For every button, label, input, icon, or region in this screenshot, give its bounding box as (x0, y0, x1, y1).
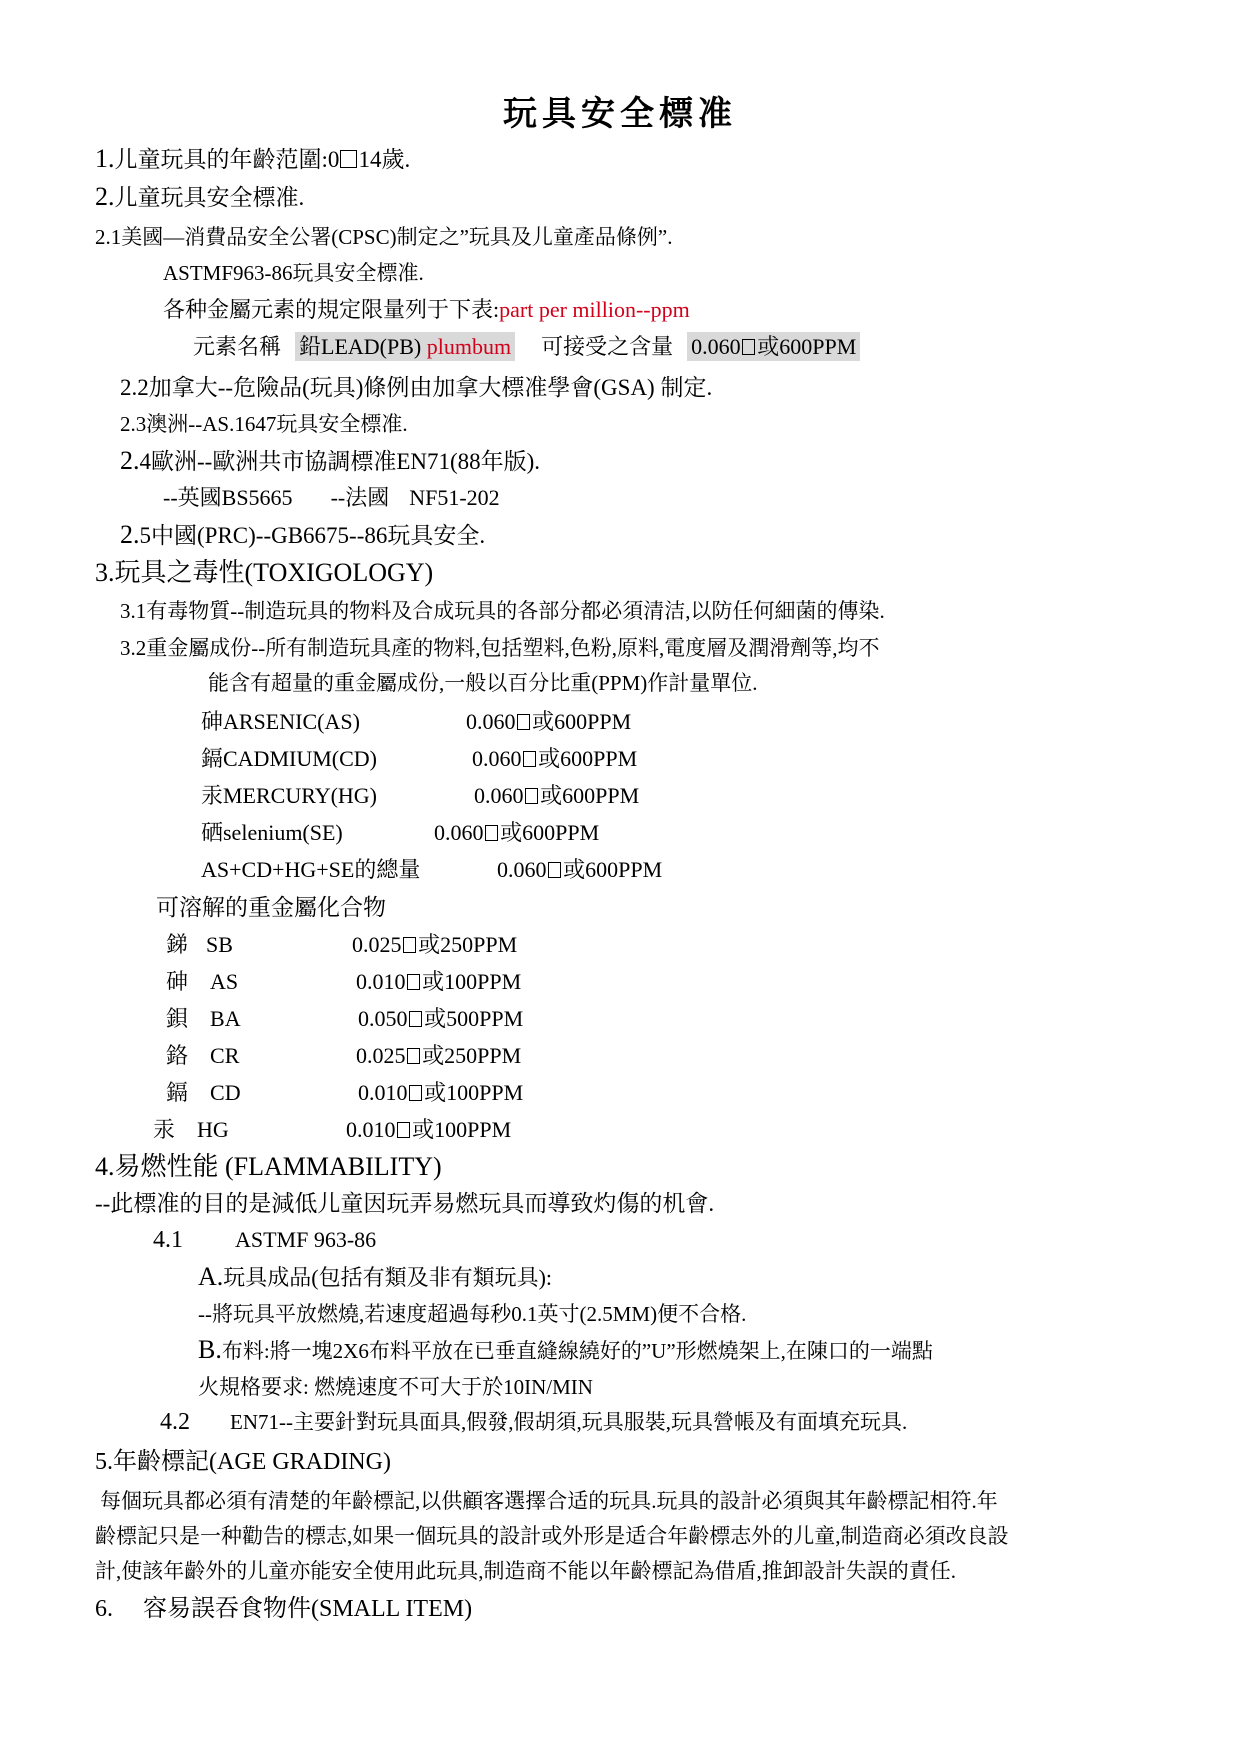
section-3-2: 3.2重金屬成份--所有制造玩具產的物料,包括塑料,色粉,原料,電度層及潤滑劑等,均不 (120, 636, 880, 660)
section-2-4-national (163, 487, 500, 509)
compound-zh: 銻 (166, 932, 189, 957)
metal-value: 0.060 (474, 783, 524, 808)
lead-value (687, 332, 860, 361)
acceptable-label: 可接受之含量 (541, 334, 674, 359)
missing-glyph-box (407, 974, 421, 990)
section-number: 6. (95, 1596, 113, 1622)
missing-glyph-box (485, 825, 499, 841)
item-text: 布料:將一塊2X6布料平放在已垂直縫線繞好的”U”形燃燒架上,在陳口的一端點 (221, 1339, 933, 1363)
section-2-1: 2.1美國—消費品安全公署(CPSC)制定之”玩具及儿童產品條例”. (95, 225, 673, 249)
list-item (166, 1008, 241, 1030)
compound-unit: 或100PPM (422, 969, 522, 994)
list-item-value (434, 822, 599, 844)
compound-value: 0.025 (356, 1043, 406, 1068)
compound-unit: 或250PPM (418, 932, 518, 957)
list-item (153, 1119, 229, 1141)
element-name-label: 元素名稱 (193, 334, 282, 359)
section-number: 3. (95, 558, 115, 587)
section-number: 2. (95, 182, 115, 211)
metal-name: 硒selenium(SE) (201, 820, 343, 845)
section-5-paragraph-line-1: 每個玩具都必須有清楚的年齡標記,以供顧客選擇合适的玩具.玩具的設計必須與其年齡標記相符.年 (100, 1489, 998, 1513)
list-item (201, 859, 420, 881)
metal-value: 0.060 (472, 746, 522, 771)
compound-zh: 鋇 (166, 1006, 189, 1031)
missing-glyph-box (517, 714, 531, 730)
compound-value: 0.010 (356, 969, 406, 994)
compound-unit: 或250PPM (422, 1043, 522, 1068)
section-number: 4. (95, 1152, 115, 1181)
section-text: 玩具之毒性(TOXIGOLOGY) (114, 558, 434, 587)
list-item (166, 971, 238, 993)
limits-intro: 各种金屬元素的規定限量列于下表: (163, 297, 500, 322)
compound-zh: 鉻 (166, 1043, 189, 1068)
compound-unit: 或100PPM (412, 1117, 512, 1142)
section-1 (95, 146, 410, 172)
missing-glyph-box (397, 1122, 411, 1138)
section-number: 2. (120, 520, 140, 549)
list-item (201, 711, 360, 733)
section-2-2: 2.2加拿大--危險品(玩具)條例由加拿大標准學會(GSA) 制定. (120, 375, 713, 400)
section-text: 儿童玩具的年齡范圍:0 (114, 147, 340, 172)
list-item (201, 748, 377, 770)
section-3-2-cont: 能含有超量的重金屬成份,一般以百分比重(PPM)作計量單位. (208, 671, 758, 695)
metal-name: AS+CD+HG+SE的總量 (201, 857, 421, 882)
list-item (166, 1045, 239, 1067)
item-letter: B. (198, 1335, 222, 1364)
ppm-note: part per million--ppm (499, 297, 690, 322)
item-text: 玩具成品(包括有類及非有類玩具): (223, 1265, 553, 1290)
section-2-1-standard: ASTMF963-86玩具安全標准. (163, 261, 424, 285)
section-text: 4歐洲--歐洲共市協調標准EN71(88年版). (139, 449, 541, 474)
metal-unit: 或600PPM (540, 783, 640, 808)
compound-symbol: CR (210, 1043, 240, 1068)
missing-glyph-box (407, 1048, 421, 1064)
missing-glyph-box (403, 937, 417, 953)
metal-name: 鎘CADMIUM(CD) (201, 746, 378, 771)
section-number: 4.1 (153, 1227, 183, 1253)
section-4-1-b (198, 1337, 933, 1363)
list-item (201, 785, 377, 807)
section-text: 容易誤吞食物件(SMALL ITEM) (143, 1596, 473, 1622)
metal-unit: 或600PPM (563, 857, 663, 882)
section-4-purpose: --此標准的目的是減低儿童因玩弄易燃玩具而導致灼傷的机會. (95, 1191, 715, 1216)
section-5-paragraph-line-2: 齡標記只是一种勸告的標志,如果一個玩具的設計或外形是适合年齡標志外的儿童,制造商必須改良設 (95, 1524, 1009, 1548)
section-2-5 (120, 522, 485, 548)
compound-symbol: SB (206, 932, 233, 957)
section-2-1-limits (163, 299, 690, 321)
metal-name: 汞MERCURY(HG) (201, 783, 378, 808)
section-text: 年齡標記(AGE GRADING) (113, 1449, 391, 1475)
section-4-1-a-detail: --將玩具平放燃燒,若速度超過每秒0.1英寸(2.5MM)便不合格. (198, 1302, 747, 1326)
metal-value: 0.060 (434, 820, 484, 845)
missing-glyph-box (340, 150, 356, 169)
list-item-value (497, 859, 662, 881)
compound-symbol: HG (197, 1117, 229, 1142)
lead-name: 鉛LEAD(PB) (299, 334, 422, 359)
compound-value: 0.010 (358, 1080, 408, 1105)
compound-symbol: BA (210, 1006, 241, 1031)
list-item (201, 822, 343, 844)
section-4 (95, 1154, 442, 1180)
metal-name: 砷ARSENIC(AS) (201, 709, 360, 734)
missing-glyph-box (548, 862, 562, 878)
section-3 (95, 560, 433, 586)
section-text: ASTMF 963-86 (235, 1227, 377, 1252)
section-2-4 (120, 448, 540, 474)
section-4-1-a (198, 1264, 552, 1290)
compound-unit: 或500PPM (424, 1006, 524, 1031)
compound-zh: 汞 (153, 1117, 176, 1142)
section-number: 4.2 (160, 1409, 190, 1435)
section-2 (95, 184, 304, 210)
section-4-2 (160, 1410, 907, 1434)
list-item-value (358, 1008, 523, 1030)
section-3-1: 3.1有毒物質--制造玩具的物料及合成玩具的各部分都必須清洁,以防任何細菌的傳染. (120, 599, 885, 623)
lead-latin: plumbum (426, 334, 512, 359)
metal-unit: 或600PPM (538, 746, 638, 771)
compound-zh: 砷 (166, 969, 189, 994)
section-text-end: 14歲. (358, 147, 411, 172)
list-item-value (466, 711, 631, 733)
france-standard: NF51-202 (409, 485, 500, 510)
france-label: --法國 (330, 485, 390, 510)
missing-glyph-box (525, 788, 539, 804)
section-text: 儿童玩具安全標准. (114, 185, 305, 210)
section-text: EN71--主要針對玩具面具,假發,假胡須,玩具服裝,玩具營帳及有面填充玩具. (230, 1410, 908, 1434)
compound-symbol: CD (210, 1080, 241, 1105)
list-item-value (472, 748, 637, 770)
list-item-value (352, 934, 517, 956)
section-4-1 (153, 1228, 376, 1252)
section-5-paragraph-line-3: 計,使該年齡外的儿童亦能安全使用此玩具,制造商不能以年齡標記為借盾,推卸設計失誤的責任. (95, 1559, 956, 1583)
metal-unit: 或600PPM (500, 820, 600, 845)
missing-glyph-box (409, 1011, 423, 1027)
compound-value: 0.010 (346, 1117, 396, 1142)
list-item (166, 1082, 241, 1104)
lead-value-unit: 或600PPM (757, 334, 857, 359)
compound-value: 0.025 (352, 932, 402, 957)
list-item (166, 934, 233, 956)
list-item-value (474, 785, 639, 807)
section-4-1-b-detail: 火規格要求: 燃燒速度不可大于於10IN/MIN (198, 1375, 593, 1399)
section-number: 5. (95, 1449, 113, 1475)
metal-value: 0.060 (497, 857, 547, 882)
section-text: 易燃性能 (FLAMMABILITY) (114, 1152, 442, 1181)
list-item-value (356, 1045, 521, 1067)
metal-value: 0.060 (466, 709, 516, 734)
section-2-3: 2.3澳洲--AS.1647玩具安全標准. (120, 412, 408, 436)
lead-value-number: 0.060 (691, 334, 741, 359)
compound-value: 0.050 (358, 1006, 408, 1031)
section-6 (95, 1597, 472, 1621)
missing-glyph-box (523, 751, 537, 767)
lead-element (295, 332, 515, 361)
list-item-value (346, 1119, 511, 1141)
missing-glyph-box (742, 339, 756, 355)
compound-zh: 鎘 (166, 1080, 189, 1105)
list-item-value (358, 1082, 523, 1104)
lead-row (193, 336, 860, 358)
section-number: 2. (120, 446, 140, 475)
compound-unit: 或100PPM (424, 1080, 524, 1105)
item-letter: A. (198, 1262, 224, 1291)
section-number: 1. (95, 144, 115, 173)
document-title: 玩具安全標准 (503, 96, 737, 133)
section-5 (95, 1450, 391, 1474)
metal-unit: 或600PPM (532, 709, 632, 734)
soluble-compounds-title: 可溶解的重金屬化合物 (156, 895, 386, 920)
compound-symbol: AS (210, 969, 239, 994)
section-text: 5中國(PRC)--GB6675--86玩具安全. (139, 523, 486, 548)
missing-glyph-box (409, 1085, 423, 1101)
uk-standard: --英國BS5665 (163, 485, 293, 510)
list-item-value (356, 971, 521, 993)
